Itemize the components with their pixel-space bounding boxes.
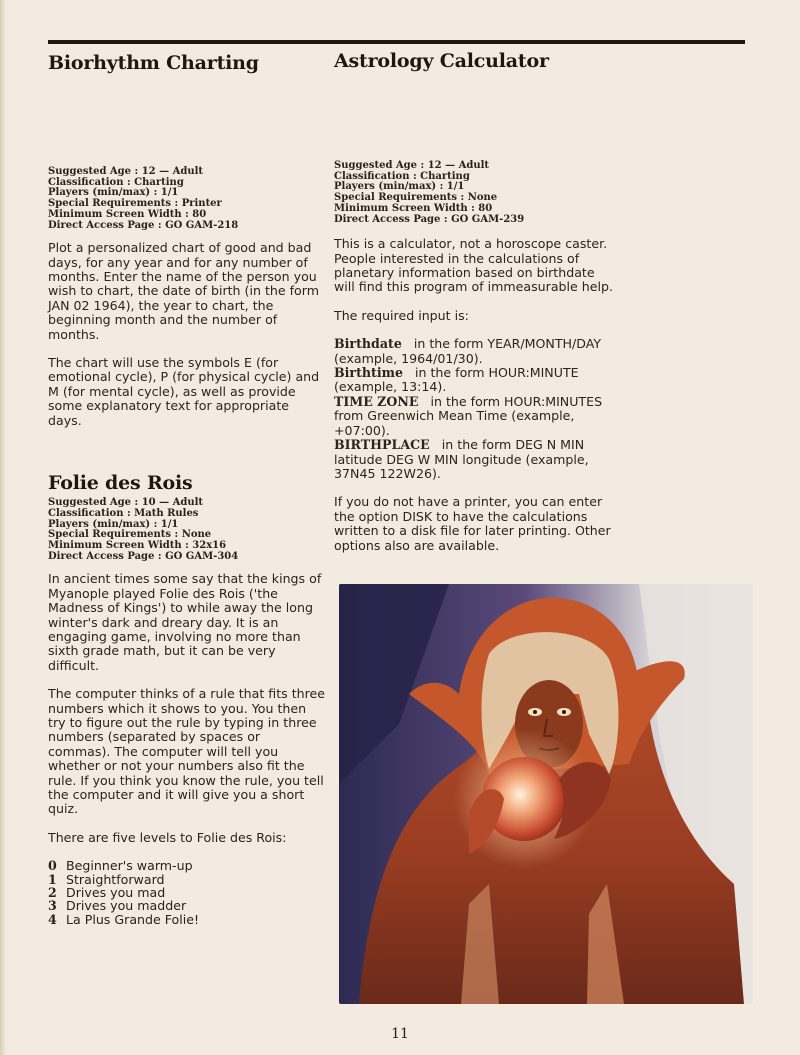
meta-line: Special Requirements : Printer <box>48 198 222 210</box>
meta-line: Suggested Age : 10 — Adult <box>48 497 204 509</box>
list-item: 0 Beginner's warm-up <box>48 858 193 874</box>
illustration-hooded-figure-with-crystal-ball <box>339 584 753 1004</box>
astrology-title: Astrology Calculator <box>334 50 549 72</box>
paragraph: The chart will use the symbols E (for emotional cycle), P (for physical cycle) and M (for mental cycle), as well as provide some explanatory text for appropriate days. <box>48 355 320 428</box>
paragraph: The required input is: <box>334 307 469 323</box>
folie-title: Folie des Rois <box>48 472 193 495</box>
list-item: 3 Drives you madder <box>48 898 187 914</box>
input-item: TIME ZONE in the form HOUR:MINUTES from Greenwich Mean Time (example, +07:00). <box>334 393 603 438</box>
meta-line: Direct Access Page : GO GAM-239 <box>334 213 525 225</box>
meta-line: Classification : Math Rules <box>48 507 199 519</box>
list-item: 4 La Plus Grande Folie! <box>48 911 200 927</box>
biorhythm-body <box>48 241 326 428</box>
meta-line: Minimum Screen Width : 80 <box>334 202 493 214</box>
astrology-body <box>334 237 614 553</box>
paragraph: Plot a personalized chart of good and bad days, for any year and for any number of months. Enter the name of the person you wish to chart, the date of birth (in the form JAN 02 1964), the year to chart, the beginning month and the number of months. <box>48 240 319 342</box>
paragraph: In ancient times some say that the kings of Myanople played Folie des Rois ('the Madness of Kings') to while away the long winter's dark and dreary day. It is an engaging game, involving no more than sixth grade math, but it can be very difficult. <box>48 571 322 673</box>
astrology-meta <box>334 161 614 225</box>
meta-line: Players (min/max) : 1/1 <box>48 187 179 199</box>
level-list <box>48 859 326 926</box>
meta-line: Suggested Age : 12 — Adult <box>48 166 204 177</box>
meta-line: Suggested Age : 12 — Adult <box>334 160 490 171</box>
meta-line: Direct Access Page : GO GAM-304 <box>48 550 239 562</box>
page-number: 11 <box>391 1026 409 1042</box>
meta-line: Classification : Charting <box>334 170 470 182</box>
folie-body <box>48 572 326 845</box>
meta-line: Minimum Screen Width : 80 <box>48 208 207 220</box>
meta-line: Special Requirements : None <box>48 529 212 541</box>
input-item: BIRTHPLACE in the form DEG N MIN latitude DEG W MIN longitude (example, 37N45 122W26). <box>334 437 589 481</box>
page-edge <box>0 0 6 1055</box>
meta-line: Special Requirements : None <box>334 192 498 204</box>
meta-line: Direct Access Page : GO GAM-218 <box>48 219 239 231</box>
paragraph: The computer thinks of a rule that fits three numbers which it shows to you. You then try to figure out the rule by typing in three numbers (separated by spaces or commas). The computer will tell you whether or not your numbers also fit the rule. If you think you know the rule, you tell the computer and it will give you a short quiz. <box>48 686 326 817</box>
paragraph: There are five levels to Folie des Rois: <box>48 829 287 845</box>
input-list <box>334 337 614 481</box>
biorhythm-meta <box>48 167 326 231</box>
meta-line: Players (min/max) : 1/1 <box>334 181 465 193</box>
biorhythm-title: Biorhythm Charting <box>48 52 259 74</box>
list-item: 2 Drives you mad <box>48 885 166 901</box>
paragraph: If you do not have a printer, you can enter the option DISK to have the calculations written to a disk file for later printing. Other options also are available. <box>334 494 611 553</box>
left-column <box>48 52 326 926</box>
meta-line: Minimum Screen Width : 32x16 <box>48 539 227 551</box>
input-item: Birthdate in the form YEAR/MONTH/DAY (example, 1964/01/30). <box>334 336 602 366</box>
illustration-svg <box>339 584 753 1004</box>
input-item: Birthtime in the form HOUR:MINUTE (example, 13:14). <box>334 365 579 395</box>
folie-meta <box>48 498 326 562</box>
top-rule <box>48 40 745 44</box>
meta-line: Players (min/max) : 1/1 <box>48 518 179 530</box>
list-item: 1 Straightforward <box>48 871 165 887</box>
paragraph: This is a calculator, not a horoscope caster. People interested in the calculations of planetary information based on birthdate will find this program of immeasurable help. <box>334 236 614 295</box>
meta-line: Classification : Charting <box>48 176 184 188</box>
right-column <box>334 50 614 567</box>
